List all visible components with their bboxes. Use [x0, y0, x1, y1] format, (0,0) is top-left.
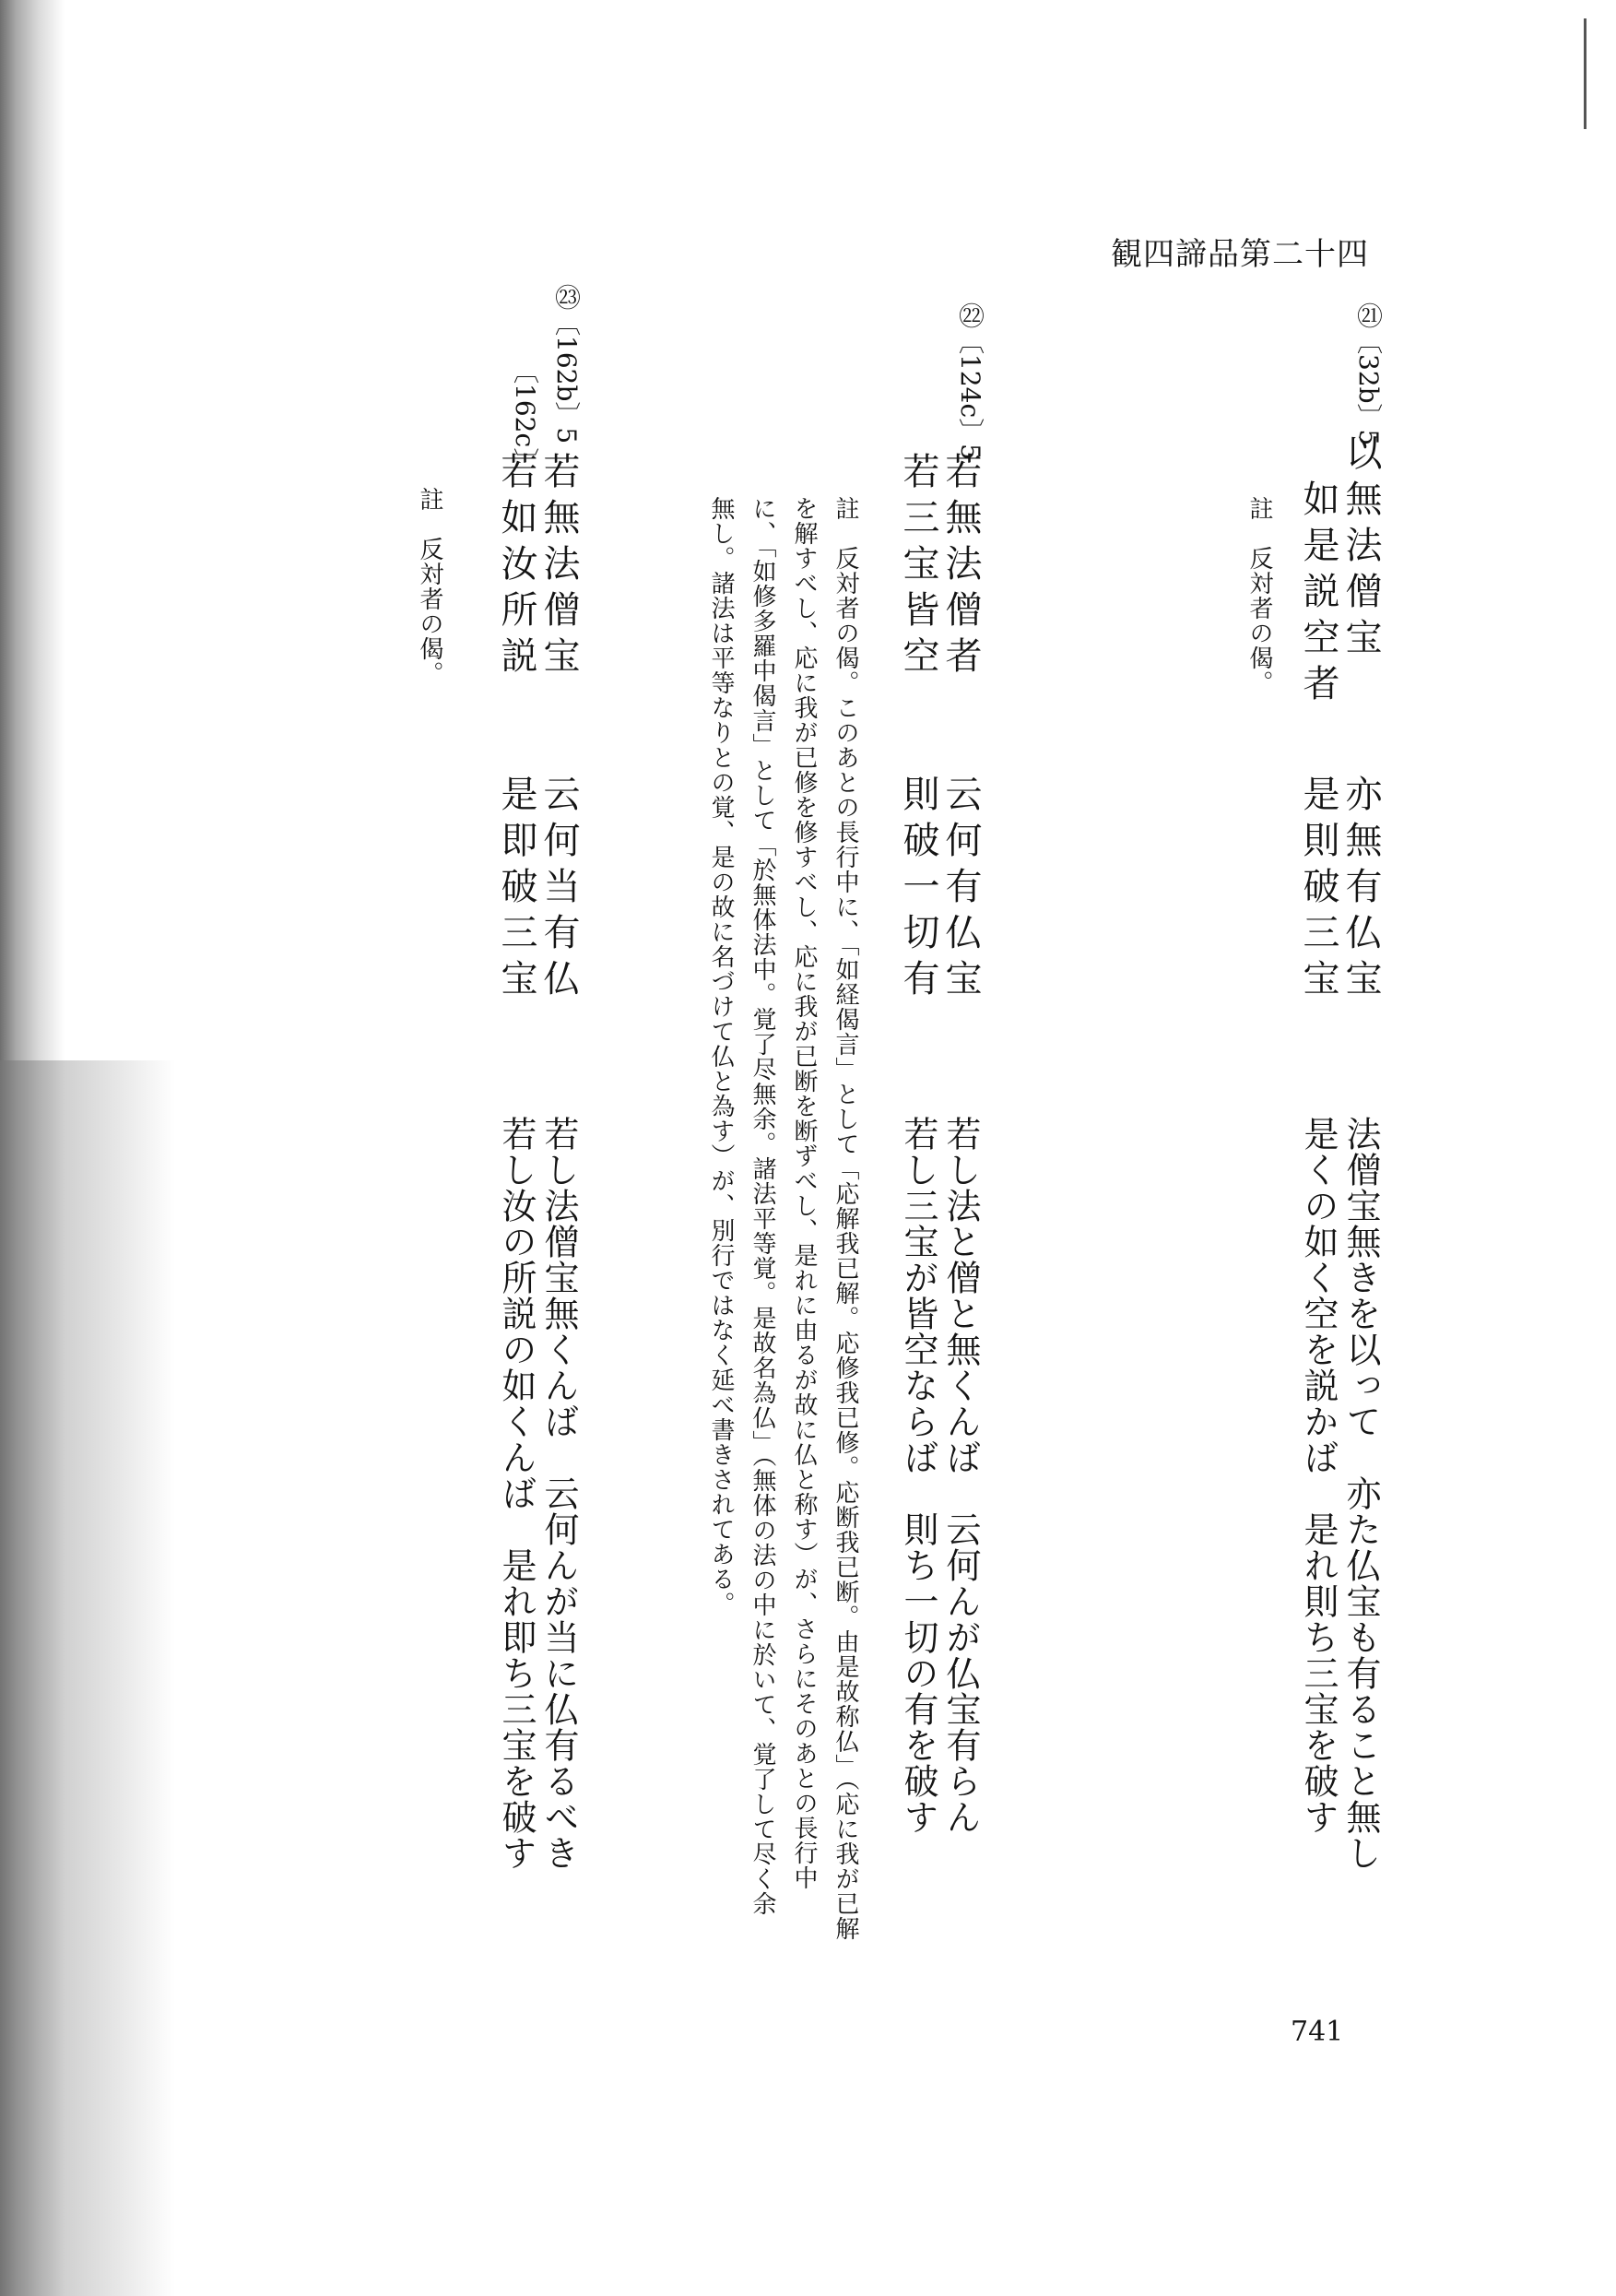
section-3-verse-2b: 是即破三宝	[495, 775, 537, 1005]
section-1-verse-2b: 是則破三宝	[1297, 775, 1339, 1005]
section-2-reference: ㉒〔124c〕5	[955, 302, 985, 460]
section-1-translation-2: 是くの如く空を説かば 是れ則ち三宝を破す	[1298, 1116, 1339, 1835]
section-2-note-line-4: 無し。諸法は平等なりとの覚、是の故に名づけて仏と為す）が、別行ではなく延べ書きされてある。	[707, 496, 735, 1616]
section-3-note: 註 反対者の偈。	[416, 487, 443, 686]
section-1-reference: ㉑〔32b〕5	[1353, 302, 1384, 446]
section-2-verse-2a: 若三宝皆空	[897, 452, 939, 682]
page-number: 741	[1291, 2016, 1344, 2048]
section-1-translation-1: 法僧宝無きを以って 亦た仏宝も有ること無し	[1340, 1116, 1381, 1871]
section-3-verse-1b: 云何当有仏	[537, 775, 580, 1005]
scan-mark-right	[1584, 18, 1587, 129]
section-2-note-line-1: 註 反対者の偈。このあとの長行中に、「如経偈言」として「応解我已解。応修我已修。応断我已断。由是故称仏」（応に我が已解	[832, 496, 859, 1941]
section-3-verse-2a: 若如汝所説	[495, 452, 537, 682]
section-3-reference: ㉓〔162b〕5	[551, 284, 582, 444]
section-2-verse-2b: 則破一切有	[897, 775, 939, 1005]
section-2-verse-1b: 云何有仏宝	[939, 775, 982, 1005]
scan-shadow-lower-left	[0, 1060, 175, 2296]
section-2-translation-1: 若し法と僧と無くんば 云何んが仏宝有らん	[940, 1116, 981, 1835]
section-2-translation-2: 若し三宝が皆空ならば 則ち一切の有を破す	[898, 1116, 938, 1835]
section-2-note-line-2: を解すべし、応に我が已修を修すべし、応に我が已断を断ずべし、是れに由るが故に仏と称す）が、さらにそのあとの長行中	[790, 496, 818, 1890]
section-1-note: 註 反対者の偈。	[1245, 496, 1273, 695]
chapter-title: 観四諦品第二十四	[1111, 236, 1369, 273]
section-3-translation-1: 若し法僧宝無くんば 云何んが当に仏有るべき	[538, 1116, 579, 1871]
section-2-verse-1a: 若無法僧者	[939, 452, 982, 682]
section-3-verse-1a: 若無法僧宝	[537, 452, 580, 682]
section-1-verse-1b: 亦無有仏宝	[1339, 775, 1382, 1005]
section-1-verse-2a: 如是説空者	[1297, 479, 1339, 710]
section-1-verse-1a: 以無法僧宝	[1339, 433, 1382, 664]
section-3-translation-2: 若し汝の所説の如くんば 是れ即ち三宝を破す	[496, 1116, 537, 1871]
section-2-note-line-3: に、「如修多羅中偈言」として「於無体法中。覚了尽無余。諸法平等覚。是故名為仏」（無体の法の中に於いて、覚了して尽く余	[749, 496, 776, 1916]
section-3-reference-2: 〔162c〕	[510, 358, 540, 474]
